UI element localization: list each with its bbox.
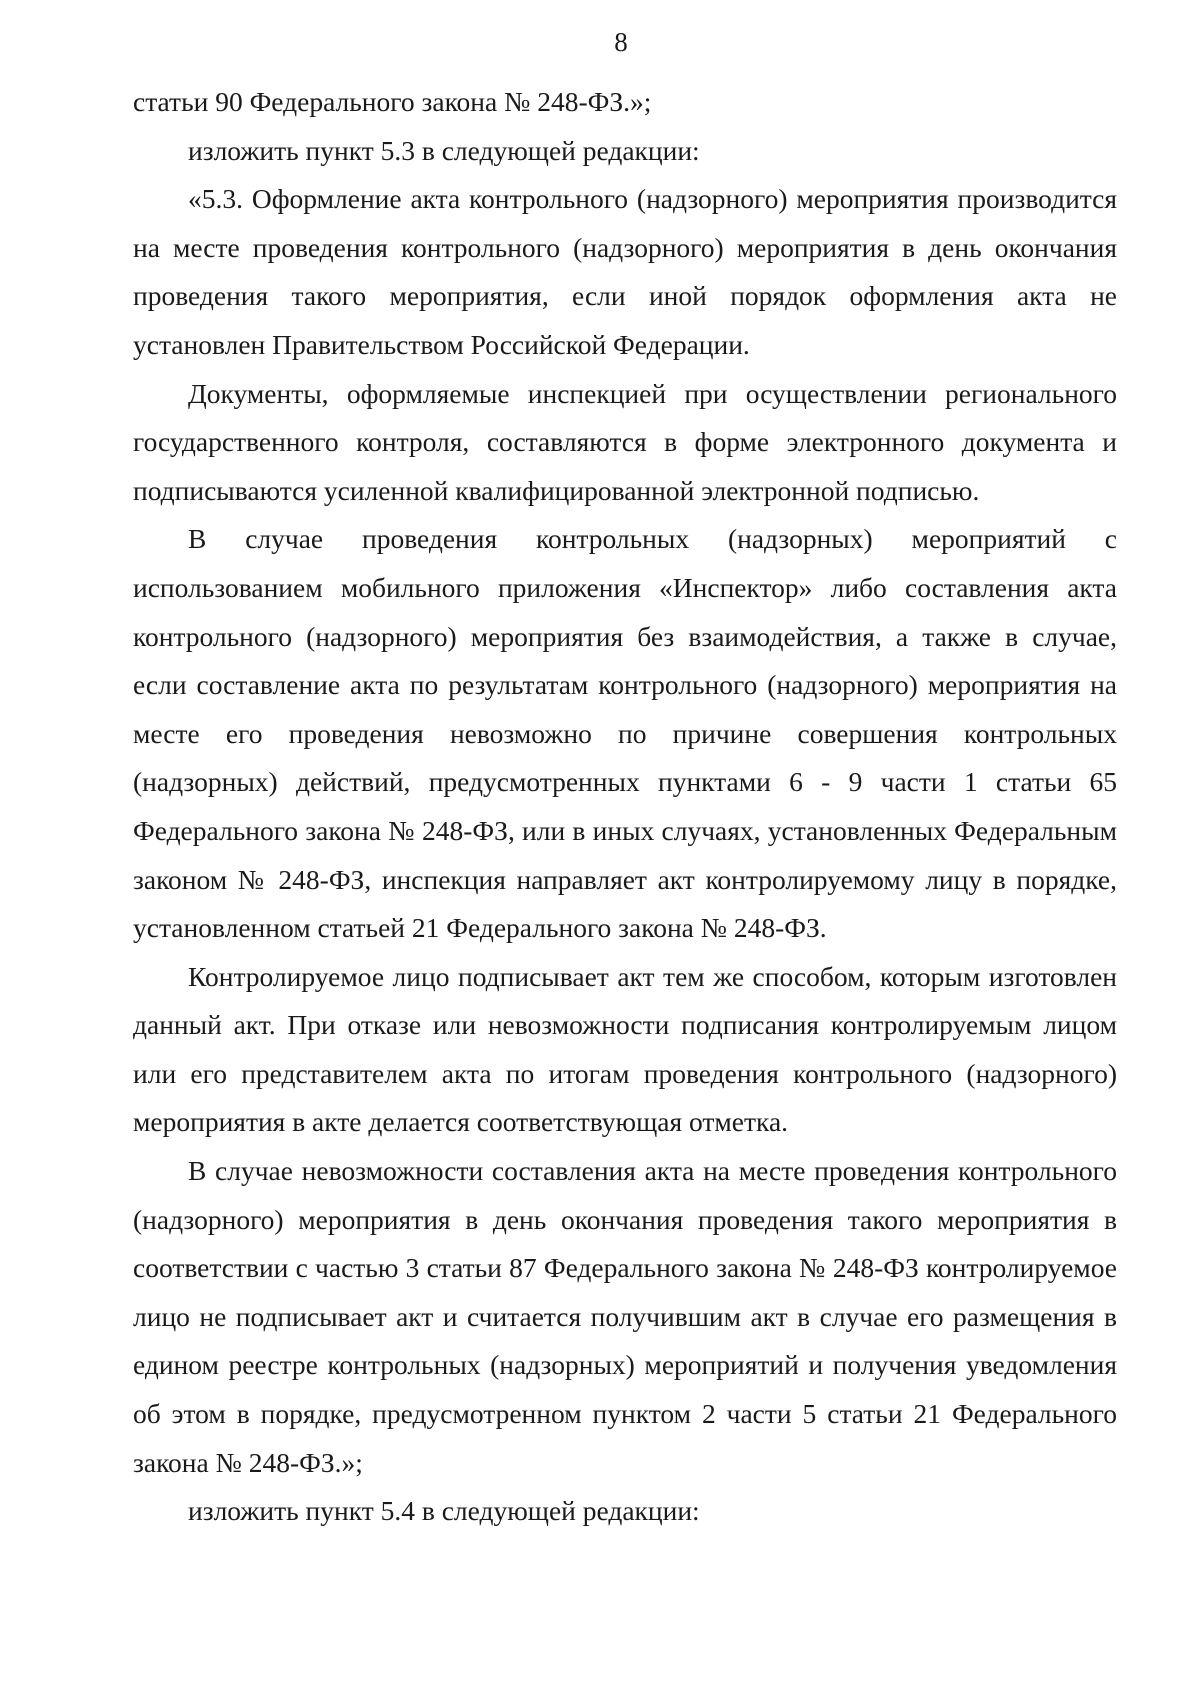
paragraph-continuation: статьи 90 Федерального закона № 248-ФЗ.»; <box>133 86 652 117</box>
document-body <box>133 78 1117 1536</box>
paragraph-electronic-documents: Документы, оформляемые инспекцией при осуществлении регионального государственного контроля, составляются в форме электронного документа и подписываются усиленной квалифицированной электронной подписью. <box>133 377 1117 506</box>
paragraph-signing: Контролируемое лицо подписывает акт тем же способом, которым изготовлен данный акт. При отказе или невозможности подписания контролируемым лицом или его представителем акта по итогам проведения контрольного (надзорного) мероприятия в акте делается соответствующая отметка. <box>133 960 1117 1138</box>
paragraph-instruction-5-3: изложить пункт 5.3 в следующей редакции: <box>188 134 700 166</box>
paragraph-impossibility: В случае невозможности составления акта на месте проведения контрольного (надзорного) мероприятия в день окончания проведения такого мероприятия в соответствии с частью 3 статьи 87 Федерального закона № 248-ФЗ контролируемое лицо не подписывает акт и считается получившим акт в случае его размещения в едином реестре контрольных (надзорных) мероприятий и получения уведомления об этом в порядке, предусмотренном пунктом 2 части 5 статьи 21 Федерального закона № 248-ФЗ.»; <box>133 1155 1117 1478</box>
paragraph-instruction-5-4: изложить пункт 5.4 в следующей редакции: <box>188 1495 700 1527</box>
paragraph-inspector-app: В случае проведения контрольных (надзорных) мероприятий с использованием мобильного приложения «Инспектор» либо составления акта контрольного (надзорного) мероприятия без взаимодействия, а также в случае, если составление акта по результатам контрольного (надзорного) мероприятия на месте его проведения невозможно по причине совершения контрольных (надзорных) действий, предусмотренных пунктами 6 - 9 части 1 статьи 65 Федерального закона № 248-ФЗ, или в иных случаях, установленных Федеральным законом № 248-ФЗ, инспекция направляет акт контролируемому лицу в порядке, установленном статьей 21 Федерального закона № 248-ФЗ. <box>133 523 1117 944</box>
page-number: 8 <box>614 27 628 57</box>
paragraph-clause-5-3: «5.3. Оформление акта контрольного (надзорного) мероприятия производится на месте проведения контрольного (надзорного) мероприятия в день окончания проведения такого мероприятия, если иной порядок оформления акта не установлен Правительством Российской Федерации. <box>133 183 1117 360</box>
